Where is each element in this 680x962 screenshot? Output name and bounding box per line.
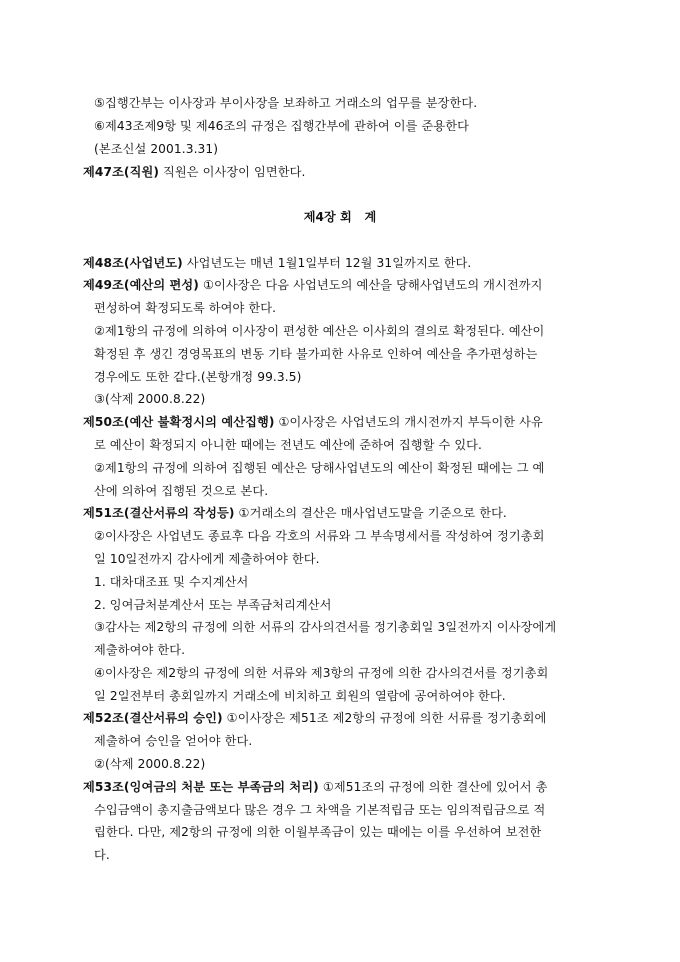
list-item: 1. 대차대조표 및 수지계산서 (94, 575, 249, 589)
text-line: 제출하여야 한다. (94, 643, 186, 657)
text-line: 확정된 후 생긴 경영목표의 변동 기타 불가피한 사유로 인하여 예산을 추가편성하는 (94, 347, 538, 361)
text-line: 편성하여 확정되도록 하여야 한다. (94, 301, 277, 315)
article-53: 제53조(잉여금의 처분 또는 부족금의 처리) ①제51조의 규정에 의한 결산에 있어서 총 (83, 780, 548, 794)
article-52: 제52조(결산서류의 승인) ①이사장은 제51조 제2항의 규정에 의한 서류를 정기총회에 (83, 711, 547, 725)
text-line: ⑥제43조제9항 및 제46조의 규정은 집행간부에 관하여 이를 준용한다 (94, 119, 469, 133)
list-item: 2. 잉여금처분계산서 또는 부족금처리계산서 (94, 598, 332, 612)
chapter-title: 제4장 회 계 (303, 210, 377, 224)
text-line: ④이사장은 제2항의 규정에 의한 서류와 제3항의 규정에 의한 감사의견서를 정기총회 (94, 666, 549, 680)
text-line: ③(삭제 2000.8.22) (94, 392, 206, 406)
text-line: 다. (94, 848, 110, 862)
article-47: 제47조(직원) 직원은 이사장이 임면한다. (83, 165, 306, 179)
article-heading: 제51조(결산서류의 작성등) (83, 506, 235, 520)
text-line: 수입금액이 총지출금액보다 많은 경우 그 차액을 기본적립금 또는 임의적립금으로 적 (94, 803, 546, 817)
text-line: 립한다. 다만, 제2항의 규정에 의한 이월부족금이 있는 때에는 이를 우선하여 보전한 (94, 825, 542, 839)
article-heading: 제50조(예산 불확정시의 예산집행) (83, 415, 275, 429)
text-line: ⑤집행간부는 이사장과 부이사장을 보좌하고 거래소의 업무를 분장한다. (94, 96, 478, 110)
text-line: 로 예산이 확정되지 아니한 때에는 전년도 예산에 준하여 집행할 수 있다. (94, 438, 483, 452)
article-49: 제49조(예산의 편성) ①이사장은 다음 사업년도의 예산을 당해사업년도의 개시전까지 (83, 278, 543, 292)
article-heading: 제48조(사업년도) (83, 256, 183, 270)
text-line: ③감사는 제2항의 규정에 의한 서류의 감사의견서를 정기총회일 3일전까지 이사장에게 (94, 620, 557, 634)
article-heading: 제52조(결산서류의 승인) (83, 711, 223, 725)
article-heading: 제49조(예산의 편성) (83, 278, 199, 292)
text-line: 제출하여 승인을 얻어야 한다. (94, 734, 253, 748)
text-line: 일 2일전부터 총회일까지 거래소에 비치하고 회원의 열람에 공여하여야 한다. (94, 689, 506, 703)
article-48: 제48조(사업년도) 사업년도는 매년 1월1일부터 12월 31일까지로 한다. (83, 256, 472, 270)
article-50: 제50조(예산 불확정시의 예산집행) ①이사장은 사업년도의 개시전까지 부득이한 사유 (83, 415, 543, 429)
text-line: ②제1항의 규정에 의하여 이사장이 편성한 예산은 이사회의 결의로 확정된다. 예산이 (94, 324, 545, 338)
article-51: 제51조(결산서류의 작성등) ①거래소의 결산은 매사업년도말을 기준으로 한다. (83, 506, 507, 520)
text-line: 경우에도 또한 같다.(본항개정 99.3.5) (94, 370, 302, 384)
article-heading: 제53조(잉여금의 처분 또는 부족금의 처리) (83, 780, 319, 794)
text-line: 산에 의하여 집행된 것으로 본다. (94, 484, 269, 498)
text-line: ②제1항의 규정에 의하여 집행된 예산은 당해사업년도의 예산이 확정된 때에는 그 예 (94, 461, 545, 475)
text-line: ②이사장은 사업년도 종료후 다음 각호의 서류와 그 부속명세서를 작성하여 정기총회 (94, 529, 545, 543)
text-line: ②(삭제 2000.8.22) (94, 757, 206, 771)
text-line: (본조신설 2001.3.31) (94, 142, 219, 156)
text-line: 일 10일전까지 감사에게 제출하여야 한다. (94, 552, 320, 566)
article-heading: 제47조(직원) (83, 165, 159, 179)
